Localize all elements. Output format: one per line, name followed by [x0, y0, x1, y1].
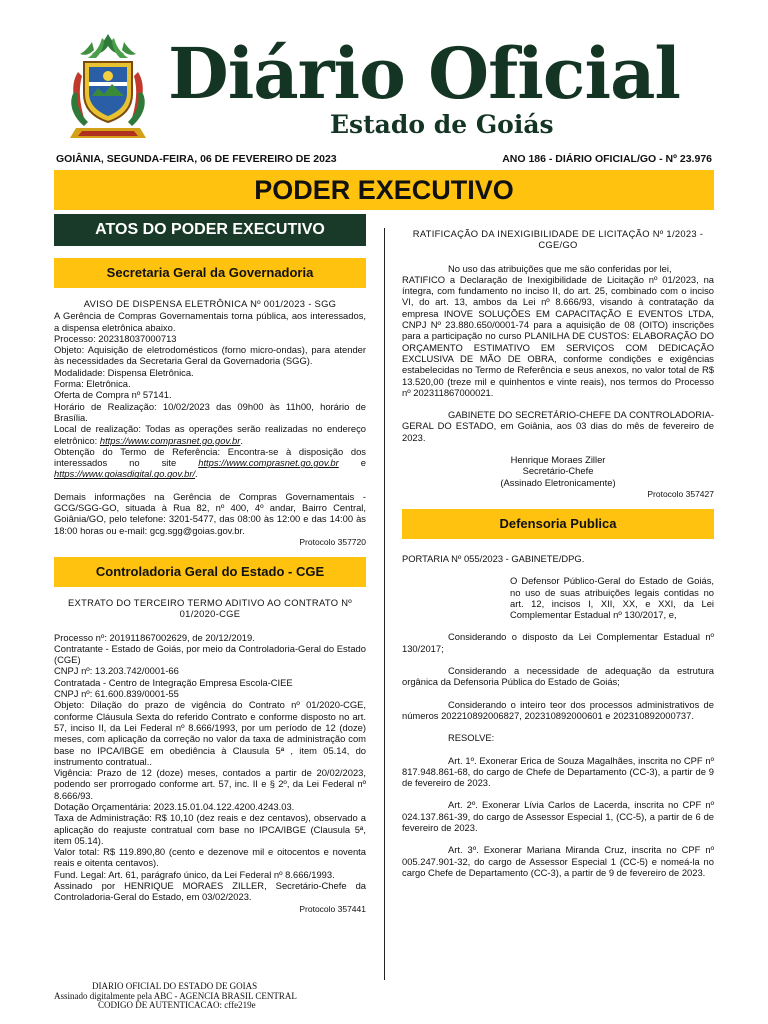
sgg-heading: Secretaria Geral da Governadoria: [54, 258, 366, 288]
signature-role: Secretário-Chefe: [522, 465, 594, 477]
extrato-title: EXTRATO DO TERCEIRO TERMO ADITIVO AO CONTRATO Nº 01/2020-CGE: [68, 596, 352, 620]
left-column: [54, 214, 366, 924]
aviso-forma: Forma: Eletrônica.: [54, 378, 131, 390]
artigo-3: Art. 3º. Exonerar Mariana Miranda Cruz, inscrita no CPF nº 005.247.901-32, do cargo de Assessor Especial 1 (CC-5) e nomeá-la no cargo Chefe de Departamento (CC-3), a partir de 9 de fevereiro de 2023.: [402, 844, 714, 878]
extrato-objeto: Objeto: Dilação do prazo de vigência do Contrato nº 01/2020-CGE, conforme Cláusula Sexta do referido Contrato e conforme disposto no art. 57, inciso II, da Lei Federal nº 8.666/1993, por um período de 12 (doze) meses, com aplicação da correção no valor da taxa de administração com base no IPCA/IBGE em obediência à Clausula 5ª , item 05.14, do instrumento contratual..: [54, 699, 366, 767]
aviso-demais: Demais informações na Gerência de Compras Governamentais - GCG/SGG-GO, situada à Rua 82, nº 400, 4º andar, Bairro Central, Goiânia/GO, pelo telefone: 3201-5477, das 08:00 às 12:00 e das 14:00 às 18:00 horas ou e-mail: gcg.sgg@goias.gov.br.: [54, 490, 366, 536]
ratificacao-body: RATIFICO a Declaração de Inexigibilidade de Licitação nº 01/2023, na íntegra, com fundamento no inciso II, do art. 25, combinado com o inciso VI, do art. 13, ambos da Lei nº 8.666/93, visando à contratação da empresa INOVE SOLUÇÕES EM CAPACITAÇÃO E EVENTOS LTDA, CNPJ Nº 23.880.650/0001-74 para a aquisição de 08 (OITO) inscrições para a participação no curso PLANILHA DE CUSTOS: ELABORAÇÃO DO ORÇAMENTO ESTIMATIVO EM SERVIÇOS COM DEDICAÇÃO EXCLUSIVA DE MÃO DE OBRA, conforme condições e exigências estabelecidas no Termo de Referência e seus anexos, no valor total de R$ 13.520,00 (treze mil e quinhentos e vinte reais), nos termos do Processo nº 202311867000021.: [402, 273, 714, 398]
ratificacao-title: RATIFICAÇÃO DA INEXIGIBILIDADE DE LICITAÇÃO Nº 1/2023 - CGE/GO: [412, 228, 704, 251]
local-text: Local de realização: Todas as operações serão realizadas no endereço eletrônico:: [54, 423, 366, 446]
comprasnet-link[interactable]: https://www.comprasnet.go.gov.br: [99, 434, 241, 446]
signature-name: Henrique Moraes Ziller: [510, 454, 606, 466]
right-column: [402, 228, 714, 878]
protocolo-357427: Protocolo 357427: [647, 488, 714, 499]
extrato-vigencia: Vigência: Prazo de 12 (doze) meses, contados a partir de 20/02/2023, podendo ser prorrogado conforme art. 57, inc. II e § 2º, da Lei Federal nº 8.666/93.: [54, 767, 366, 801]
cge-heading: Controladoria Geral do Estado - CGE: [54, 557, 366, 587]
resolve-label: RESOLVE:: [448, 732, 495, 744]
dateline-edition: ANO 186 - DIÁRIO OFICIAL/GO - Nº 23.976: [502, 153, 712, 165]
goiasdigital-link[interactable]: https://www.goiasdigital.go.gov.br/: [54, 468, 196, 480]
footer: [54, 982, 354, 1011]
footer-line-3: CODIGO DE AUTENTICACAO: cffe219e: [98, 1000, 256, 1010]
artigo-1: Art. 1º. Exonerar Erica de Souza Magalhães, inscrita no CPF nº 817.948.861-68, do cargo de Chefe de Departamento (CC-3), a partir de 9 de fevereiro de 2023.: [402, 754, 714, 789]
considerando-3: Considerando o inteiro teor dos processos administrativos de números 202210892006827, 202310892000601 e 202310892000737.: [402, 698, 714, 721]
considerando-1: Considerando o disposto da Lei Complementar Estadual nº 130/2017;: [402, 631, 714, 654]
portaria-title: PORTARIA Nº 055/2023 - GABINETE/DPG.: [402, 552, 585, 564]
aviso-local: [54, 423, 366, 446]
aviso-processo: Processo: 202318037000713: [54, 332, 177, 344]
extrato-cnpj-1: CNPJ nº: 13.203.742/0001-66: [54, 665, 179, 677]
local-end: .: [240, 434, 243, 446]
defensoria-heading: Defensoria Publica: [402, 509, 714, 539]
masthead-subtitle: Estado de Goiás: [330, 110, 554, 139]
section-banner: PODER EXECUTIVO: [54, 170, 714, 210]
obtencao-mid: e: [338, 457, 366, 469]
gabinete-text: GABINETE DO SECRETÁRIO-CHEFE DA CONTROLADORIA-GERAL DO ESTADO, em Goiânia, aos 03 dias do mês de fevereiro de 2023.: [402, 409, 714, 443]
protocolo-357441: Protocolo 357441: [299, 903, 366, 914]
defensor-text: O Defensor Público-Geral do Estado de Goiás, no uso de suas atribuições legais contidas no art. 12, incisos I, XII, XX, e XXI, da Lei Complementar Estadual nº 130/2017, e,: [510, 575, 714, 621]
extrato-valor: Valor total: R$ 119.890,80 (cento e dezenove mil e oitocentos e noventa reais e oitenta centavos).: [54, 846, 366, 869]
column-divider: [384, 228, 385, 980]
dateline-date: GOIÂNIA, SEGUNDA-FEIRA, 06 DE FEVEREIRO DE 2023: [56, 153, 337, 165]
signature-note: (Assinado Eletronicamente): [500, 476, 616, 488]
extrato-contratada: Contratada - Centro de Integração Empresa Escola-CIEE: [54, 676, 293, 688]
coat-of-arms-icon: [62, 32, 154, 146]
obtencao-text: Obtenção do Termo de Referência: Encontra-se à disposição dos interessados no site: [54, 445, 366, 469]
aviso-modalidade: Modalidade: Dispensa Eletrônica.: [54, 366, 194, 378]
extrato-fundamento: Fund. Legal: Art. 61, parágrafo único, da Lei Federal nº 8.666/1993.: [54, 868, 335, 880]
extrato-processo: Processo nº: 201911867002629, de 20/12/2019.: [54, 631, 255, 643]
extrato-dotacao: Dotação Orçamentária: 2023.15.01.04.122.4200.4243.03.: [54, 800, 295, 812]
extrato-contratante: Contratante - Estado de Goiás, por meio da Controladoria-Geral do Estado (CGE): [54, 642, 366, 666]
artigo-2: Art. 2º. Exonerar Lívia Carlos de Lacerda, inscrita no CPF nº 024.137.861-39, do cargo de Assessor Especial 1, (CC-5), a partir de 6 de fevereiro de 2023.: [402, 799, 714, 833]
aviso-objeto: Objeto: Aquisição de eletrodomésticos (forno micro-ondas), para atender às necessidades da Secretaria Geral da Governadoria (SGG).: [54, 344, 366, 367]
aviso-oferta: Oferta de Compra nº 57141.: [54, 389, 172, 401]
masthead-title: Diário Oficial: [168, 32, 681, 115]
atos-heading: ATOS DO PODER EXECUTIVO: [54, 214, 366, 246]
comprasnet-link-2[interactable]: https://www.comprasnet.go.gov.br: [198, 457, 339, 469]
aviso-title: AVISO DE DISPENSA ELETRÔNICA Nº 001/2023 - SGG: [83, 298, 337, 309]
footer-line-1: DIARIO OFICIAL DO ESTADO DE GOIAS: [92, 981, 258, 991]
dateline: [56, 152, 712, 166]
aviso-obtencao: [54, 446, 366, 480]
protocolo-357720: Protocolo 357720: [299, 536, 366, 547]
masthead: [0, 0, 768, 150]
extrato-cnpj-2: CNPJ nº: 61.600.839/0001-55: [54, 688, 179, 700]
aviso-intro: A Gerência de Compras Governamentais torna pública, aos interessados, a dispensa eletrônica abaixo.: [54, 310, 366, 333]
extrato-taxa: Taxa de Administração: R$ 10,10 (dez reais e dez centavos), observado a aplicação do reajuste contratual com base no IPCA/IBGE (Clausula 5ª, item 05.14).: [54, 812, 366, 846]
considerando-2: Considerando a necessidade de adequação da estrutura orgânica da Defensoria Pública do Estado de Goiás;: [402, 665, 714, 688]
ratificacao-intro: No uso das atribuições que me são conferidas por lei,: [448, 262, 672, 274]
obtencao-end: .: [195, 468, 198, 480]
footer-line-2: Assinado digitalmente pela ABC - AGENCIA BRASIL CENTRAL: [54, 990, 297, 1001]
extrato-assinado: Assinado por HENRIQUE MORAES ZILLER, Secretário-Chefe da Controladoria-Geral do Estado, em 03/02/2023.: [54, 880, 366, 903]
aviso-horario: Horário de Realização: 10/02/2023 das 09h00 às 11h00, horário de Brasília.: [54, 400, 366, 423]
